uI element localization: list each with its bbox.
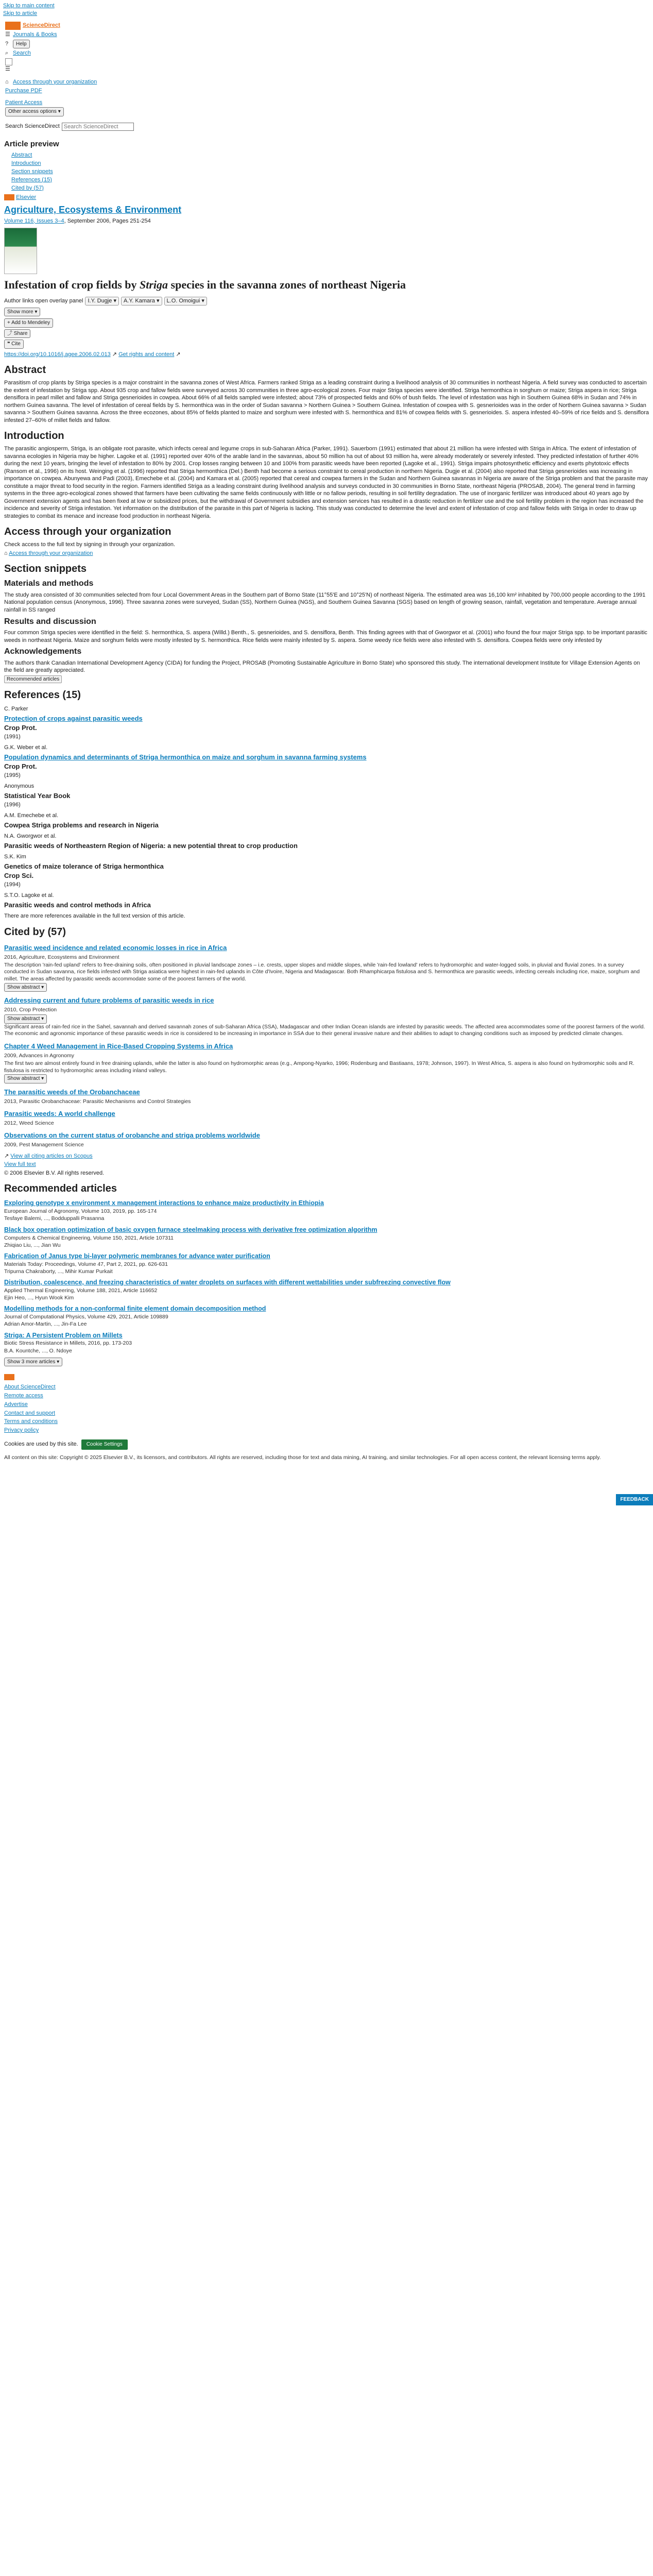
footer-link-remote[interactable]: Remote access [4, 1392, 43, 1399]
journal-cover-image[interactable] [4, 228, 37, 274]
share-icon: ⤴ [7, 330, 12, 336]
chevron-down-icon: ▾ [35, 309, 38, 315]
cited-meta: 2009, Pest Management Science [4, 1141, 84, 1148]
outline-heading: Article preview [4, 139, 59, 148]
results-text: Four common Striga species were identified in the field: S. hermonthica, S. aspera (Willd.) Benth., S. gesnerioides, and S. densiflora, Benth. This finding agrees with that of Gworgwor et al. (2001) who found the four major Striga spp. to be important parasitic weeds in northeast Nigeria. Maize and sorghum fields were mostly infested by S. hermonthica. Rice fields were mainly infested by S. aspera. Some weedy rice fields were also infested with S. densiflora. Cowpea fields were only infested by [4, 630, 647, 643]
recommended-title[interactable]: Black box operation optimization of basic oxygen furnace steelmaking process with derivative free optimization algorithm [4, 1226, 377, 1233]
authors-label: Author links open overlay panel [4, 297, 83, 304]
author-1-name: I.Y. Dugje [88, 297, 112, 304]
help-row [5, 40, 648, 49]
person-icon: ▾ [156, 297, 160, 304]
reference-title[interactable]: Protection of crops against parasitic weeds [4, 715, 143, 723]
chevron-down-icon: ▾ [57, 1359, 60, 1365]
reference-journal: Crop Prot. [4, 762, 37, 770]
person-icon: ▾ [113, 297, 116, 304]
chevron-down-icon: ▾ [41, 984, 44, 990]
elsevier-publisher-row [4, 194, 649, 201]
show-abstract-button[interactable] [4, 1014, 47, 1024]
footer-link-contact[interactable]: Contact and support [4, 1410, 56, 1416]
other-access-row [5, 107, 648, 116]
article-title [4, 277, 649, 293]
recommended-meta: Biotic Stress Resistance in Millets, 2016, pp. 173-203 [4, 1340, 132, 1347]
chevron-down-icon: ▾ [41, 1016, 44, 1022]
recommended-authors: Ejin Heo, ..., Hyun Wook Kim [4, 1295, 74, 1301]
show-more-articles-row [4, 1358, 649, 1367]
help-icon: ? [5, 40, 9, 47]
outline-item-cited-by[interactable]: Cited by (57) [11, 184, 44, 191]
recommended-meta: Computers & Chemical Engineering, Volume 150, 2021, Article 107311 [4, 1234, 174, 1241]
recommended-item [4, 1331, 649, 1354]
outline-item-references[interactable]: References (15) [11, 176, 52, 183]
external-link-icon: ↗ [4, 1153, 9, 1159]
snippets-heading: Section snippets [4, 563, 87, 575]
skip-to-main-link[interactable]: Skip to main content [3, 3, 55, 9]
show-abstract-button[interactable] [4, 1074, 47, 1083]
cited-item [4, 996, 649, 1038]
introduction-text: The parasitic angiosperm, Striga, is an obligate root parasite, which infects cereal and legume crops in sub-Saharan Africa (Parker, 1991). Sauerborn (1991) estimated that about 21 million ha were infested with Striga in Africa. The extent of infestation of savanna ecologies in Nigeria may be higher. Lagoke et al. (1991) reported over 40% of the arable land in the savannas, about 50 million ha out of about 93 million ha, were already moderately or severely infested. They predicted infestation of further 40% during the next 10 years, bringing the level of infestation to 80% by 2001. Crop losses ranging between 10 and 100% from parasitic weeds have been reported (Lagoke et al., 1991). Striga impairs photosynthetic efficiency and exerts phytotoxic effects (Ransom et al., 1996) on its host. Weinging et al. (1996) reported that Striga hermonthica (Del.) Benth had become a serious constraint to cereal production in northern Nigeria. Dugje et al. (2004) also reported that Striga gesnerioides was increasing in importance on cowpea. Abunyewa and Padi (2003), Emechebe et al. (2004) and Kamara et al. (2005) reported that cereal and cowpea farmers in the Sudan and Northern Guinea savannas in Nigeria are aware of the Striga problem and that the parasite may constitute a major threat to food security in the region. Farmers identified Striga as a leading constraint during livelihood analysis and surveys conducted in 30 communities in Borno State, northeast Nigeria (PROSAB, 2004). The general trend in farming systems in the three agro-ecological zones showed that farmers have been cultivating the same fields continuously with little or no fallow periods, resulting in soil fertility degradation. The use of inorganic fertilizer was introduced about 40 years ago by Government extension agents and has been fixed at low or subsidized prices, but the withdrawal of Government subsidies and extension services has resulted in a drastic reduction in fertilizer use and the soil fertility problem in the region has increased the incidence and severity of Striga infestation. Yet information on the distribution of the parasite in this part of Nigeria is lacking. This study was conducted to determine the level and extent of infestation of crop and fallow fields with Striga in order to draw up strategies to combat its menace and increase food production in northeast Nigeria. [4, 446, 648, 519]
access-link-row [4, 550, 649, 557]
footer [0, 1369, 653, 1437]
volume-info [4, 217, 649, 225]
recommended-authors: Tesfaye Balemi, ..., Bodduppalli Prasanna [4, 1215, 105, 1222]
recommended-meta: Materials Today: Proceedings, Volume 47, Part 2, 2021, pp. 626-631 [4, 1261, 168, 1267]
cookie-text: Cookies are used by this site. [4, 1441, 78, 1448]
add-mendeley-label: Add to Mendeley [11, 320, 50, 326]
show-abstract-label: Show abstract [7, 1076, 40, 1082]
abstract-heading: Abstract [4, 364, 46, 376]
cited-meta: 2009, Advances in Agronomy [4, 1052, 75, 1059]
materials-text: The study area consisted of 30 communities selected from four Local Government Areas in the Southern part of Borno State (11°55'E and 10°25'N) of northeast Nigeria. The estimated area was 16,100 km² inhabited by 700,000 people according to the 1991 National population census (Anonymous, 1996). Three savanna zones were surveyed, Sudan (SS), Northern Guinea (NGS), and Southern Guinea Savanna (SGS) based on length of growing season, rainfall, vegetation and temperature. Average annual rainfall in SS ranged [4, 591, 646, 613]
cite-label: Cite [11, 341, 21, 347]
journal-link[interactable]: Agriculture, Ecosystems & Environment [4, 205, 182, 215]
share-label: Share [13, 330, 28, 336]
volume-link[interactable]: Volume 116, Issues 3–4 [4, 217, 64, 224]
recommended-title[interactable]: Fabrication of Janus type bi-layer polymeric membranes for advance water purification [4, 1252, 270, 1260]
footer-link-privacy[interactable]: Privacy policy [4, 1427, 39, 1434]
cited-excerpt: The first two are almost entirely found in free draining uplands, while the latter is also found on hydromorphic areas (e.g., Ampong-Nyarko, 1996; Rodenburg and Bastiaans, 1978; Johnson, 1997). In West Africa, S. aspera is also found on hydromorphic soils and R. fistulosa is restricted to hydromorphic areas including inland valleys. [4, 1060, 634, 1074]
reference-item [4, 892, 649, 909]
cited-item [4, 943, 649, 992]
author-2[interactable] [121, 297, 162, 306]
reference-year: (1994) [4, 882, 21, 888]
article-actions [4, 318, 649, 349]
reference-title[interactable]: Population dynamics and determinants of Striga hermonthica on maize and sorghum in savanna farming systems [4, 753, 367, 761]
show-more-row [4, 308, 649, 317]
recommended-authors: Adrian Amor-Martin, ..., Jin-Fa Lee [4, 1321, 87, 1328]
access-through-org-link[interactable]: Access through your organization [13, 78, 97, 85]
title-suffix: species in the savanna zones of northeast Nigeria [168, 278, 406, 292]
purchase-row [5, 87, 648, 95]
author-1[interactable] [85, 297, 118, 306]
menu-icon[interactable]: ☰ [5, 65, 10, 72]
site-copyright: All content on this site: Copyright © 2025 Elsevier B.V., its licensors, and contributors. All rights are reserved, including those for text and data mining, AI training, and similar technologies. For all open access content, the relevant licensing terms apply. [4, 1454, 601, 1461]
recommended-title[interactable]: Distribution, coalescence, and freezing characteristics of water droplets on surfaces with different wettabilities under subfreezing convective flow [4, 1279, 451, 1286]
reference-title: Cowpea Striga problems and research in Nigeria [4, 821, 159, 829]
reference-authors: C. Parker [4, 706, 28, 713]
recommended-meta: Journal of Computational Physics, Volume 429, 2021, Article 109889 [4, 1314, 168, 1320]
title-italic: Striga [140, 278, 168, 292]
recommended-articles-tag[interactable]: Recommended articles [4, 675, 62, 684]
references-list [4, 705, 649, 920]
institution-icon: ⌂ [5, 78, 9, 85]
doi-link[interactable]: https://doi.org/10.1016/j.agee.2006.02.013 [4, 351, 111, 358]
full-text-row [4, 1161, 649, 1168]
more-references-note: There are more references available in the full text version of this article. [4, 913, 185, 920]
materials-heading: Materials and methods [4, 579, 94, 588]
reference-item [4, 853, 649, 888]
references-heading: References (15) [4, 689, 81, 701]
recommended-authors: B.A. Kountche, ..., O. Ndoye [4, 1347, 72, 1354]
journals-books-row [5, 31, 648, 39]
footer-link-about[interactable]: About ScienceDirect [4, 1384, 56, 1391]
reference-item [4, 783, 649, 809]
abstract-text: Parasitism of crop plants by Striga species is a major constraint in the savanna zones of West Africa. Farmers ranked Striga as a leading constraint during a livelihood analysis of 30 communities in northeast Nigeria. A field survey was conducted to ascertain the extent of infestation by Striga spp. About 935 crop and fallow fields were surveyed across 30 communities in three agro-ecological zones. Four major Striga species were identified. Striga hermonthica in sorghum or maize; Striga aspera in rice; Striga densiflora in pearl millet and fallow and Striga gesnerioides in cowpea. About 66% of all fields sampled were infested; about 73% of prospected fields and 60% of bush fields. The level of infestation was high in Southern Guinea 68% in Sudan and 74% in northern Guinea savanna. The level of infestation of cereal fields by S. hermonthica was in the order of Sudan savanna > Northern Guinea > Southern Guinea. Infestation of cowpea with S. gesnerioides was in the order of Northern Guinea savanna > Sudan savanna > Southern Guinea savanna. Across the three ecozones, about 85% of fields planted to maize and sorghum were infested with S. hermonthica and 81% of cowpea fields with S. gesnerioides. S. aspera infested 40–59% of rice fields and S. densiflora infested 27–60% of millet fields and fallow. [4, 380, 649, 423]
outline-item-introduction[interactable]: Introduction [11, 160, 41, 166]
search-icon[interactable]: ⌕ [5, 49, 9, 56]
reference-title: Parasitic weeds and control methods in Africa [4, 901, 151, 909]
access-org-link[interactable]: Access through your organization [9, 550, 93, 556]
chevron-down-icon: ▾ [41, 1076, 44, 1082]
article-copyright: © 2006 Elsevier B.V. All rights reserved. [4, 1170, 105, 1176]
cited-by-list [4, 943, 649, 1177]
doi-row [4, 351, 649, 359]
share-button[interactable] [4, 329, 30, 338]
reference-authors: S.T.O. Lagoke et al. [4, 892, 54, 899]
elsevier-publisher-link[interactable]: Elsevier [16, 194, 37, 201]
cite-button[interactable] [4, 340, 24, 349]
add-mendeley-button[interactable] [4, 318, 53, 328]
reference-title: Statistical Year Book [4, 791, 71, 800]
recommended-authors: Zhiqiao Liu, ..., Jian Wu [4, 1242, 61, 1248]
logo-row [5, 22, 648, 30]
reference-journal: Crop Sci. [4, 871, 34, 879]
show-more-button[interactable] [4, 308, 40, 317]
feedback-button[interactable]: FEEDBACK [616, 1494, 653, 1505]
reference-item [4, 833, 649, 850]
results-heading: Results and discussion [4, 617, 96, 626]
recommended-item [4, 1226, 649, 1249]
person-icon: ▾ [201, 297, 204, 304]
reference-year: (1991) [4, 734, 21, 740]
show-abstract-button[interactable] [4, 983, 47, 992]
reference-item [4, 812, 649, 829]
cited-excerpt: Significant areas of rain-fed rice in the Sahel, savannah and derived savannah zones of sub-Saharan Africa (SSA), Madagascar and other Indian Ocean islands are infested by parasitic weeds. The affected area accommodates some of the poorest farmers of the world. The economic and agronomic importance of these parasitic weeds in rice is considered to be increasing in importance in SSA due to their general invasive nature and their abilities to adapt to changing conditions such as imposed by predicted climate changes. [4, 1023, 645, 1037]
elsevier-logo-icon[interactable] [5, 22, 21, 30]
cited-meta: 2012, Weed Science [4, 1120, 54, 1126]
reference-authors: N.A. Gworgwor et al. [4, 833, 57, 840]
footer-link-advertise[interactable]: Advertise [4, 1401, 28, 1408]
cited-meta: 2016, Agriculture, Ecosystems and Environment [4, 954, 119, 960]
footer-elsevier-icon[interactable] [4, 1374, 14, 1380]
reference-authors: S.K. Kim [4, 854, 26, 860]
help-button[interactable]: Help [13, 40, 30, 49]
reference-year: (1995) [4, 772, 21, 779]
author-3-name: L.O. Omoigui [166, 297, 200, 304]
plus-icon: + [7, 320, 10, 326]
reference-authors: G.K. Weber et al. [4, 744, 48, 751]
outline-item-abstract[interactable]: Abstract [11, 152, 32, 159]
outline-item-section-snippets[interactable]: Section snippets [11, 168, 53, 175]
menu-row [5, 66, 648, 72]
title-prefix: Infestation of crop fields by [4, 278, 140, 292]
ack-heading: Acknowledgements [4, 647, 82, 656]
recommended-list [4, 1199, 649, 1366]
cookie-bar [4, 1439, 649, 1450]
recommended-meta: Applied Thermal Engineering, Volume 188, 2021, Article 116652 [4, 1287, 158, 1294]
cited-meta: 2013, Parasitic Orobanchaceae: Parasitic Mechanisms and Control Strategies [4, 1098, 191, 1105]
recommended-title[interactable]: Striga: A Persistent Problem on Millets [4, 1331, 123, 1339]
outline-list [4, 151, 649, 192]
reference-title: Genetics of maize tolerance of Striga hermonthica [4, 862, 164, 871]
ack-text: The authors thank Canadian International Development Agency (CIDA) for funding the Project, PROSAB (Promoting Sustainable Agriculture in Borno State) who sponsored this study. The international development Institute for Village Extension Agents on the field are greatly appreciated. [4, 659, 640, 674]
search-row [5, 49, 648, 57]
other-access-button[interactable] [5, 107, 64, 116]
cited-title[interactable]: Chapter 4 Weed Management in Rice-Based Cropping Systems in Africa [4, 1042, 233, 1050]
cited-title[interactable]: Parasitic weed incidence and related economic losses in rice in Africa [4, 943, 227, 952]
author-line [4, 297, 649, 306]
external-link-icon: ↗ [112, 351, 117, 358]
reference-authors: A.M. Emechebe et al. [4, 812, 59, 819]
footer-link-terms[interactable]: Terms and conditions [4, 1418, 58, 1425]
show-more-articles-label: Show 3 more articles [7, 1359, 56, 1365]
cited-item [4, 1131, 649, 1148]
recommended-item [4, 1199, 649, 1222]
patient-access-link[interactable]: Patient Access [5, 99, 43, 106]
view-all-citing-link[interactable]: View all citing articles on Scopus [10, 1153, 93, 1159]
recommended-meta: European Journal of Agronomy, Volume 103, 2019, pp. 165-174 [4, 1208, 157, 1215]
show-abstract-label: Show abstract [7, 984, 40, 990]
cited-item [4, 1109, 649, 1127]
patient-row [5, 99, 648, 107]
reference-year: (1996) [4, 802, 21, 808]
user-avatar-icon[interactable] [5, 58, 12, 65]
header-nav [0, 20, 653, 133]
cited-by-heading: Cited by (57) [4, 926, 66, 938]
footer-logo-row [4, 1374, 649, 1381]
chevron-down-icon: ▾ [58, 109, 61, 115]
cited-title[interactable]: Observations on the current status of orobanche and striga problems worldwide [4, 1131, 260, 1139]
view-all-row [4, 1153, 649, 1160]
date-pages: , September 2006, Pages 251-254 [64, 217, 151, 224]
show-more-label: Show more [7, 309, 33, 315]
cited-item [4, 1042, 649, 1083]
journal-title [4, 204, 649, 216]
list-icon: ☰ [5, 31, 10, 38]
reference-authors: Anonymous [4, 783, 35, 789]
article-main [0, 133, 653, 1366]
recommended-heading: Recommended articles [4, 1183, 117, 1195]
skip-links [0, 0, 653, 20]
recommended-authors: Tripurna Chakraborty, ..., Mihir Kumar Purkait [4, 1268, 113, 1275]
show-more-articles-button[interactable] [4, 1358, 62, 1367]
show-abstract-label: Show abstract [7, 1016, 40, 1022]
cited-title[interactable]: Parasitic weeds: A world challenge [4, 1109, 115, 1117]
other-access-label: Other access options [8, 109, 57, 115]
cited-item [4, 1088, 649, 1105]
recommended-item [4, 1252, 649, 1275]
reference-journal: Crop Prot. [4, 723, 37, 732]
author-2-name: A.Y. Kamara [123, 297, 155, 304]
quote-icon: ❝ [7, 341, 10, 347]
cited-excerpt: The description 'rain-fed upland' refers to free-draining soils, often positioned in pluvial landscape zones – i.e. crests, upper slopes and middle slopes, while 'rain-fed lowland' refers to hydromorphic and water-logged soils, in pluvial and fluvial zones. In a survey conducted in Sudan savanna, rice fields infested with Striga asiatica were highest in rain-fed uplands in Côte d'Ivoire, Nigeria and Madagascar. Both Rhamphicarpa fistulosa and S. hermonthica are parasitic weeds, infecting cereals including rice, maize, sorghum and millet. The areas affected by parasitic weeds accommodate some of the poorest farmers of the world. [4, 961, 640, 982]
recommended-item [4, 1278, 649, 1301]
cited-title[interactable]: Addressing current and future problems of parasitic weeds in rice [4, 996, 214, 1005]
purchase-pdf-link[interactable]: Purchase PDF [5, 87, 42, 94]
search-sd-row [5, 123, 648, 131]
access-row [5, 78, 648, 86]
reference-item [4, 705, 649, 741]
author-3[interactable] [164, 297, 207, 306]
elsevier-publisher-icon[interactable] [4, 194, 14, 200]
access-text: Check access to the full text by signing in through your organization. [4, 541, 176, 548]
external-link-icon: ↗ [176, 351, 181, 358]
journals-books-link[interactable]: Journals & Books [13, 31, 57, 38]
recommended-item [4, 1304, 649, 1328]
reference-item [4, 744, 649, 779]
user-row [5, 58, 648, 65]
cited-title[interactable]: The parasitic weeds of the Orobanchaceae [4, 1088, 140, 1096]
recommended-title[interactable]: Exploring genotype x environment x management interactions to enhance maize productivity in Ethiopia [4, 1199, 324, 1207]
cited-meta: 2010, Crop Protection [4, 1007, 57, 1013]
search-input[interactable] [62, 123, 134, 131]
reference-title: Parasitic weeds of Northeastern Region of Nigeria: a new potential threat to crop production [4, 841, 298, 850]
skip-to-article-link[interactable]: Skip to article [3, 10, 38, 16]
sciencedirect-logo-link[interactable]: ScienceDirect [23, 22, 60, 29]
introduction-heading: Introduction [4, 430, 64, 442]
rights-link[interactable]: Get rights and content [118, 351, 175, 358]
cookie-settings-button[interactable]: Cookie Settings [81, 1439, 128, 1450]
search-link[interactable]: Search [13, 50, 31, 57]
institution-icon: ⌂ [4, 550, 8, 556]
view-full-text-link[interactable]: View full text [4, 1161, 36, 1168]
search-sd-label: Search ScienceDirect [5, 123, 60, 130]
recommended-title[interactable]: Modelling methods for a non-conformal finite element domain decomposition method [4, 1305, 266, 1313]
access-heading: Access through your organization [4, 526, 171, 538]
